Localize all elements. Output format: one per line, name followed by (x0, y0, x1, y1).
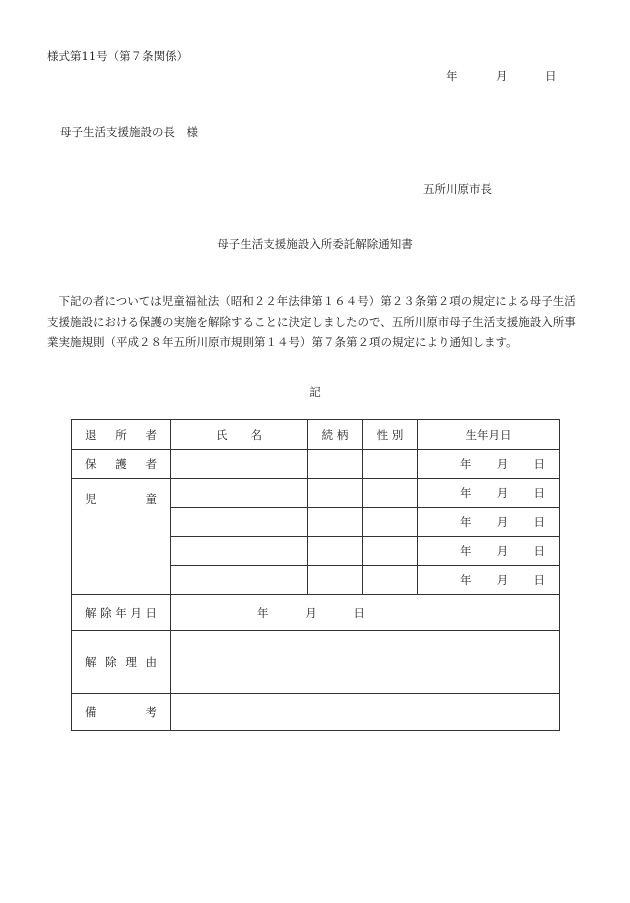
remarks-label-cell (72, 694, 171, 731)
reason-cell[interactable] (171, 631, 560, 694)
taisho-char: 者 (145, 427, 157, 442)
month-label: 月 (496, 486, 509, 500)
addressee: 母子生活支援施設の長 様 (60, 125, 198, 139)
guardian-char: 者 (145, 457, 157, 471)
child-sex-cell[interactable] (363, 508, 418, 537)
release-date-cell[interactable] (171, 595, 560, 631)
release-date-char: 除 (100, 605, 112, 620)
table-header-row (72, 420, 560, 450)
release-date-label-cell (72, 595, 171, 631)
day-label: 日 (533, 457, 545, 471)
day-label: 日 (533, 486, 545, 500)
remarks-row (72, 694, 560, 731)
release-date-char: 解 (85, 605, 97, 620)
body-paragraph: 下記の者については児童福祉法（昭和２２年法律第１６４号）第２３条第２項の規定による母子生活支援施設における保護の実施を解除することに決定しましたので、五所川原市母子生活支援施設入所事業実施規則（平成２８年五所川原市規則第１４号）第７条第２項の規定により通知します。 (47, 294, 576, 349)
record-table (71, 419, 560, 731)
taisho-char: 退 (85, 427, 97, 442)
year-label: 年 (460, 544, 472, 558)
guardian-sex-cell[interactable] (363, 450, 418, 479)
guardian-char: 護 (115, 457, 127, 471)
guardian-birthdate-cell[interactable] (418, 450, 560, 479)
reason-char: 除 (105, 655, 117, 669)
month-label: 月 (496, 544, 509, 558)
year-label: 年 (460, 457, 472, 471)
date-month-label: 月 (496, 69, 508, 83)
child-sex-cell[interactable] (363, 479, 418, 508)
child-birthdate-cell[interactable] (418, 508, 560, 537)
birthdate-header: 生年月日 (418, 420, 560, 450)
day-label: 日 (353, 605, 365, 620)
ki-heading: 記 (309, 385, 321, 399)
remarks-char: 備 (85, 705, 97, 719)
release-date-label (85, 605, 170, 621)
child-row (72, 479, 560, 508)
taisho-char: 所 (115, 427, 127, 442)
child-label (85, 491, 170, 507)
name-header: 氏 名 (171, 420, 308, 450)
child-birthdate-cell[interactable] (418, 566, 560, 595)
guardian-label (85, 456, 170, 472)
release-date-char: 日 (145, 605, 157, 620)
child-relation-cell[interactable] (308, 479, 363, 508)
child-birthdate-cell[interactable] (418, 537, 560, 566)
child-name-cell[interactable] (171, 537, 308, 566)
date-year-label: 年 (446, 69, 458, 83)
remarks-char: 考 (145, 705, 157, 719)
month-label: 月 (305, 605, 317, 620)
issuer: 五所川原市長 (423, 182, 492, 196)
child-name-cell[interactable] (171, 508, 308, 537)
year-label: 年 (460, 573, 472, 587)
reason-char: 解 (85, 655, 97, 669)
child-relation-cell[interactable] (308, 566, 363, 595)
child-char: 児 (85, 492, 97, 506)
child-name-cell[interactable] (171, 479, 308, 508)
child-sex-cell[interactable] (363, 537, 418, 566)
remarks-cell[interactable] (171, 694, 560, 731)
guardian-name-cell[interactable] (171, 450, 308, 479)
reason-char: 由 (145, 655, 157, 669)
day-label: 日 (533, 573, 545, 587)
guardian-label-cell (72, 450, 171, 479)
reason-char: 理 (125, 655, 137, 669)
child-relation-cell[interactable] (308, 508, 363, 537)
guardian-relation-cell[interactable] (308, 450, 363, 479)
child-name-cell[interactable] (171, 566, 308, 595)
taisho-label (85, 427, 170, 443)
document-title: 母子生活支援施設入所委託解除通知書 (217, 237, 413, 251)
month-label: 月 (496, 457, 509, 471)
child-char: 童 (145, 492, 157, 506)
child-relation-cell[interactable] (308, 537, 363, 566)
child-label-cell (72, 479, 171, 595)
sex-header: 性 別 (363, 420, 418, 450)
guardian-row (72, 450, 560, 479)
date-day-label: 日 (545, 69, 557, 83)
release-date-char: 月 (130, 605, 142, 620)
release-date-char: 年 (115, 605, 127, 620)
form-number: 様式第11号（第７条関係） (47, 49, 189, 63)
child-birthdate-cell[interactable] (418, 479, 560, 508)
day-label: 日 (533, 515, 545, 529)
guardian-char: 保 (85, 457, 97, 471)
child-sex-cell[interactable] (363, 566, 418, 595)
release-date-row (72, 595, 560, 631)
month-label: 月 (496, 573, 509, 587)
reason-label (85, 654, 170, 670)
remarks-label (85, 704, 170, 720)
reason-label-cell (72, 631, 171, 694)
year-label: 年 (257, 605, 269, 620)
month-label: 月 (496, 515, 509, 529)
reason-row (72, 631, 560, 694)
day-label: 日 (533, 544, 545, 558)
year-label: 年 (460, 515, 472, 529)
year-label: 年 (460, 486, 472, 500)
taisho-label-cell (72, 420, 171, 450)
relation-header: 続 柄 (308, 420, 363, 450)
